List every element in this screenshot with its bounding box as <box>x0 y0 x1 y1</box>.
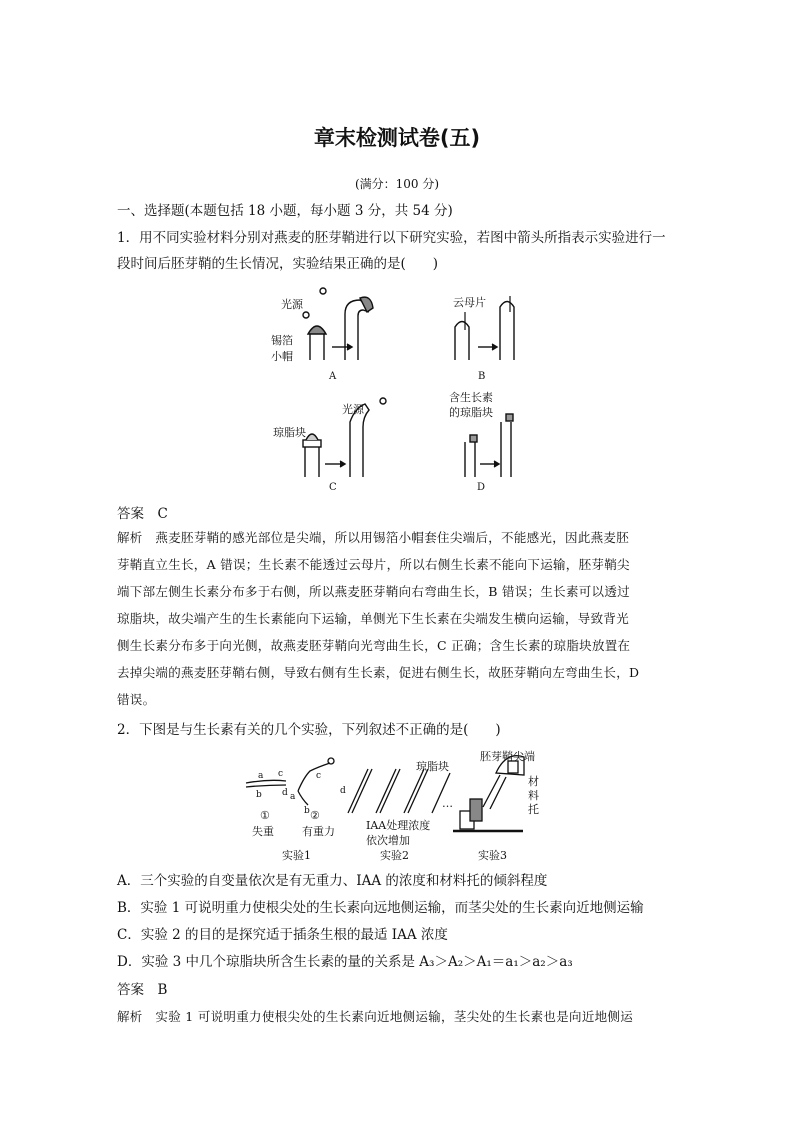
d-coleoptile-left <box>465 442 475 477</box>
c-light-label: 光源 <box>342 403 364 416</box>
q2-option-a: A．三个实验的自变量依次是有无重力、IAA 的浓度和材料托的倾斜程度 <box>117 873 548 889</box>
d-letter: D <box>477 482 486 492</box>
explanation-label: 解析 <box>117 530 143 545</box>
q1-explanation-line5: 侧生长素分布多于向光侧，故燕麦胚芽鞘向光弯曲生长，C 正确；含生长素的琼脂块放置在 <box>117 638 631 653</box>
q1-stem-line2: 段时间后胚芽鞘的生长情况，实验结果正确的是( ) <box>117 256 439 272</box>
q2-diagram <box>238 747 558 867</box>
a-foil-cap <box>308 326 326 334</box>
b-letter: B <box>478 371 486 382</box>
d-agar-left <box>470 435 477 442</box>
a-light-icon <box>303 312 309 318</box>
c-letter: C <box>329 482 337 492</box>
q2-option-d: D．实验 3 中几个琼脂块所含生长素的量的关系是 A₃＞A₂＞A₁＝a₁＞a₂＞a₃ <box>117 954 573 970</box>
exp2-text1: IAA处理浓度 <box>366 819 431 832</box>
q2-figure <box>238 747 558 867</box>
exp3-material-3: 托 <box>528 803 539 816</box>
exp1-seedling-2 <box>298 763 330 791</box>
q1-explanation-line7: 错误。 <box>117 692 156 707</box>
answer-value: B <box>157 982 168 998</box>
exp2-cutting-2 <box>376 769 396 813</box>
q1-stem-line1: 1．用不同实验材料分别对燕麦的胚芽鞘进行以下研究实验，若图中箭头所指表示实验进行一 <box>117 230 666 246</box>
a-letter: A <box>329 371 337 382</box>
exp1-label: 实验1 <box>282 849 311 862</box>
a-coleoptile-bent <box>345 300 365 360</box>
q2-answer <box>117 981 167 999</box>
answer-label: 答案 <box>117 506 144 522</box>
page-title: 章末检测试卷(五) <box>313 126 481 150</box>
exp3-material-2: 料 <box>528 789 539 802</box>
q1-explanation-line2: 芽鞘直立生长，A 错误；生长素不能透过云母片，所以右侧生长素不能向下运输，胚芽鞘尖 <box>117 557 630 572</box>
q2-explanation-line1: 解析 实验 1 可说明重力使根尖处的生长素向近地侧运输，茎尖处的生长素也是向近地侧运 <box>117 1009 634 1024</box>
exp3-label: 实验3 <box>478 849 507 862</box>
exp1-circle-2: ② <box>310 809 320 822</box>
explanation-label: 解析 <box>117 1009 143 1024</box>
exp2-dots: … <box>442 797 453 810</box>
c-coleoptile-left <box>305 447 319 477</box>
b-mica-label: 云母片 <box>453 296 486 309</box>
exp1-circle-1: ① <box>260 809 270 822</box>
svg-text:a: a <box>258 771 264 781</box>
b-coleoptile-right <box>500 302 514 361</box>
exp1-gravity: 有重力 <box>302 825 335 838</box>
exp2-cutting-3 <box>404 769 424 813</box>
q2-option-c: C．实验 2 的目的是探究适于插条生根的最适 IAA 浓度 <box>117 927 448 943</box>
a-cap-label: 小帽 <box>271 350 293 363</box>
q1-diagram <box>265 282 525 492</box>
answer-label: 答案 <box>117 982 144 998</box>
exp2-label: 实验2 <box>380 849 409 862</box>
full-score: (满分：100 分) <box>354 177 440 191</box>
d-coleoptile-right <box>501 422 511 477</box>
svg-text:b: b <box>304 806 310 816</box>
section-heading: 一、选择题(本题包括 18 小题，每小题 3 分，共 54 分) <box>117 203 453 219</box>
svg-text:d: d <box>340 786 346 796</box>
exp1-weightless: 失重 <box>252 825 274 838</box>
exp1-seedling-1 <box>246 780 286 783</box>
b-coleoptile-left <box>455 322 469 361</box>
a-foil-label: 锡箔 <box>271 334 293 347</box>
q1-explanation-line1: 解析 燕麦胚芽鞘的感光部位是尖端，所以用锡箔小帽套住尖端后，不能感光，因此燕麦胚 <box>117 530 630 545</box>
exp3-stem <box>483 775 500 807</box>
q1-figure <box>265 282 525 492</box>
c-agar-left <box>303 440 321 447</box>
d-label-line2: 的琼脂块 <box>449 406 493 419</box>
answer-value: C <box>157 506 168 522</box>
q1-answer <box>117 505 168 523</box>
c-light-icon <box>380 398 386 404</box>
a-light-label: 光源 <box>281 298 303 311</box>
exp2-text2: 依次增加 <box>366 834 410 847</box>
q2-option-b: B．实验 1 可说明重力使根尖处的生长素向远地侧运输，而茎尖处的生长素向近地侧运输 <box>117 900 644 916</box>
d-label-line1: 含生长素 <box>449 391 493 404</box>
svg-text:d: d <box>282 788 288 798</box>
svg-text:b: b <box>256 790 262 800</box>
exp3-support <box>470 799 482 821</box>
q1-explanation-line4: 琼脂块，故尖端产生的生长素能向下运输，单侧光下生长素在尖端发生横向运输，导致背光 <box>117 611 630 626</box>
q1-explanation-line6: 去掉尖端的燕麦胚芽鞘右侧，导致右侧有生长素，促进右侧生长，故胚芽鞘向左弯曲生长，D <box>117 665 640 680</box>
exp3-agar-label: 琼脂块 <box>416 760 449 773</box>
exp2-cutting-1 <box>348 769 368 813</box>
exp3-tip-label: 胚芽鞘尖端 <box>480 750 535 763</box>
q1-explanation-line3: 端下部左侧生长素分布多于右侧，所以燕麦胚芽鞘向右弯曲生长，B 错误；生长素可以透过 <box>117 584 630 599</box>
q2-stem: 2．下图是与生长素有关的几个实验，下列叙述不正确的是( ) <box>117 722 501 738</box>
c-agar-label: 琼脂块 <box>273 426 306 439</box>
svg-text:c: c <box>316 771 322 781</box>
svg-text:a: a <box>290 792 296 802</box>
svg-text:c: c <box>278 769 284 779</box>
exp3-material-1: 材 <box>528 775 539 788</box>
